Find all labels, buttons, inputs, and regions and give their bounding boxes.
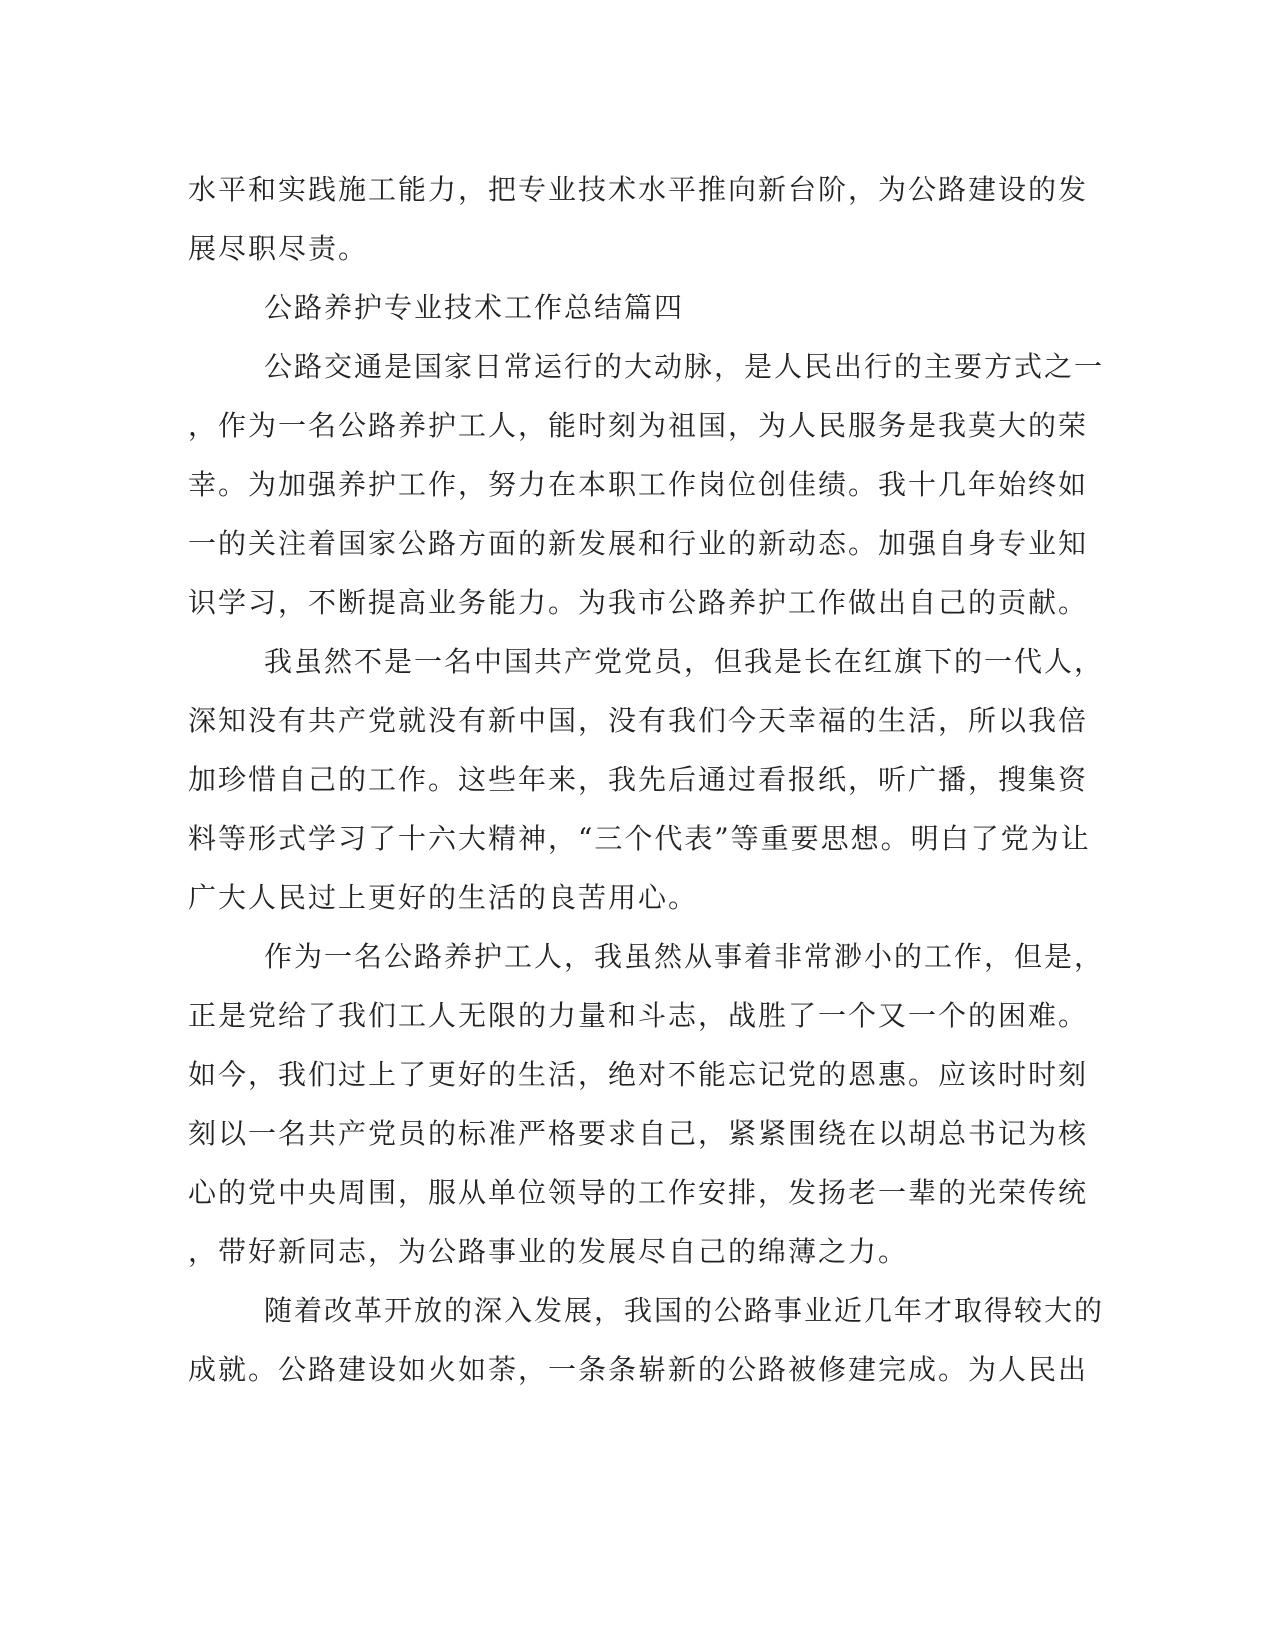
section-heading: 公路养护专业技术工作总结篇四 (264, 291, 685, 324)
text-line: 深知没有共产党就没有新中国，没有我们今天幸福的生活，所以我倍 (188, 704, 1089, 737)
text-line: 成就。公路建设如火如荼，一条条崭新的公路被修建完成。为人民出 (188, 1353, 1089, 1386)
text-line: 一的关注着国家公路方面的新发展和行业的新动态。加强自身专业知 (188, 527, 1089, 560)
text-line: ，带好新同志，为公路事业的发展尽自己的绵薄之力。 (188, 1235, 909, 1268)
text-line: 水平和实践施工能力，把专业技术水平推向新台阶，为公路建设的发 (188, 173, 1089, 206)
text-line: 识学习，不断提高业务能力。为我市公路养护工作做出自己的贡献。 (188, 586, 1089, 619)
document-body (188, 160, 1105, 1399)
text-line: 作为一名公路养护工人，我虽然从事着非常渺小的工作，但是， (264, 940, 1105, 973)
text-line: 随着改革开放的深入发展，我国的公路事业近几年才取得较大的 (264, 1294, 1105, 1327)
text-line: 广大人民过上更好的生活的良苦用心。 (188, 881, 699, 914)
text-line: 幸。为加强养护工作，努力在本职工作岗位创佳绩。我十几年始终如 (188, 468, 1089, 501)
text-line: 公路交通是国家日常运行的大动脉，是人民出行的主要方式之一 (264, 350, 1105, 383)
text-line: ，作为一名公路养护工人，能时刻为祖国，为人民服务是我莫大的荣 (188, 409, 1089, 442)
text-line: 刻以一名共产党员的标准严格要求自己，紧紧围绕在以胡总书记为核 (188, 1117, 1089, 1150)
text-line: 我虽然不是一名中国共产党党员，但我是长在红旗下的一代人， (264, 645, 1105, 678)
text-line: 正是党给了我们工人无限的力量和斗志，战胜了一个又一个的困难。 (188, 999, 1089, 1032)
text-line: 加珍惜自己的工作。这些年来，我先后通过看报纸，听广播，搜集资 (188, 763, 1089, 796)
text-line: 如今，我们过上了更好的生活，绝对不能忘记党的恩惠。应该时时刻 (188, 1058, 1089, 1091)
text-line: 料等形式学习了十六大精神，“三个代表”等重要思想。明白了党为让 (188, 822, 1091, 855)
text-line: 心的党中央周围，服从单位领导的工作安排，发扬老一辈的光荣传统 (188, 1176, 1089, 1209)
text-line: 展尽职尽责。 (188, 232, 369, 265)
